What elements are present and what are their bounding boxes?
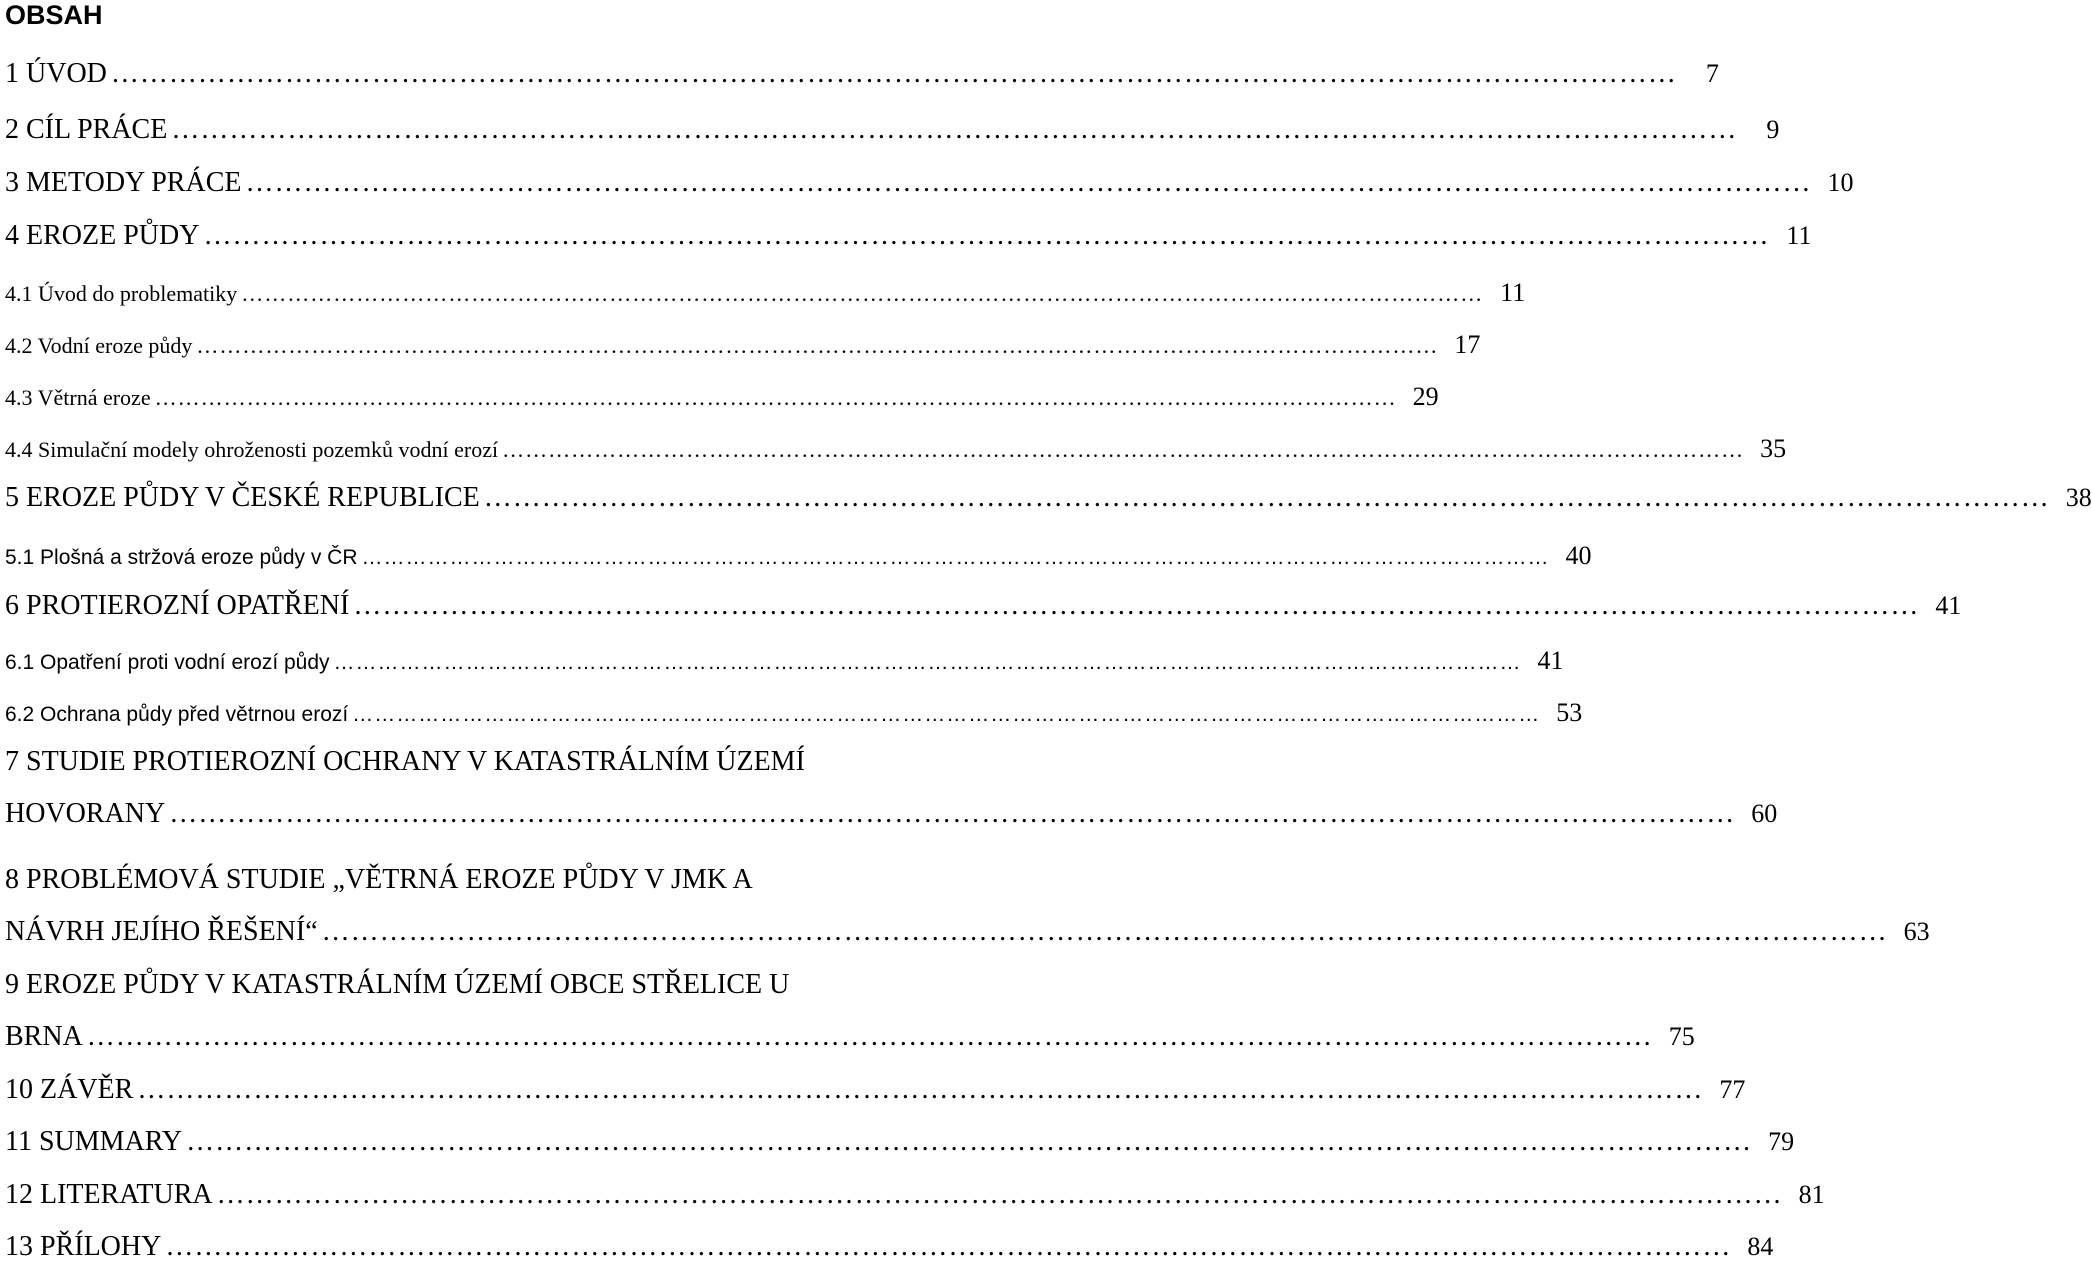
toc-entry[interactable] (5, 114, 1780, 146)
toc-entry-page: 9 (1766, 115, 1780, 144)
toc-entry-label: 11 SUMMARY (5, 1126, 183, 1157)
toc-entry-label: 4.4 Simulační modely ohroženosti pozemků vodní erozí (5, 437, 499, 462)
toc-leader: ……………………………………………………………………………………………………………………………………………… (321, 916, 1888, 947)
toc-entry-label: 1 ÚVOD (5, 58, 107, 89)
toc-leader: ……………………………………………………………………………………………………………………………………………… (171, 114, 1738, 145)
toc-entry-label: 2 CÍL PRÁCE (5, 114, 168, 145)
toc-entry-page: 17 (1454, 330, 1481, 359)
toc-leader: ……………………………………………………………………………………………………………………………………………… (352, 703, 1541, 726)
toc-leader: ……………………………………………………………………………………………………………………………………………… (110, 58, 1677, 89)
toc-entry-label: 4.3 Větrná eroze (5, 385, 151, 410)
toc-entry[interactable] (5, 330, 1481, 360)
toc-leader: ……………………………………………………………………………………………………………………………………………… (245, 167, 1812, 198)
toc-entry-page: 81 (1798, 1180, 1825, 1209)
toc-entry-label: 4.1 Úvod do problematiky (5, 281, 238, 306)
toc-leader: ……………………………………………………………………………………………………………………………………………… (361, 546, 1550, 569)
toc-entry-page: 53 (1556, 698, 1583, 727)
toc-leader: ……………………………………………………………………………………………………………………………………………… (333, 651, 1522, 674)
toc-heading: OBSAH (5, 0, 103, 30)
toc-entry-label: 4.2 Vodní eroze půdy (5, 333, 193, 358)
toc-entry[interactable] (5, 916, 1930, 948)
toc-entry[interactable] (5, 167, 1854, 199)
toc-entry-page: 75 (1668, 1022, 1695, 1051)
toc-entry-label: HOVORANY (5, 798, 166, 829)
toc-entry-label: BRNA (5, 1021, 83, 1052)
toc-entry-label-line1[interactable]: 7 STUDIE PROTIEROZNÍ OCHRANY V KATASTRÁLNÍM ÚZEMÍ (5, 746, 805, 777)
toc-entry[interactable] (5, 1074, 1746, 1106)
toc-leader: ……………………………………………………………………………………………………………………………………………… (241, 281, 1484, 306)
toc-entry[interactable] (5, 1126, 1795, 1158)
toc-entry-label-line1[interactable]: 8 PROBLÉMOVÁ STUDIE „VĚTRNÁ EROZE PŮDY V JMK A (5, 864, 753, 895)
toc-entry-page: 84 (1747, 1232, 1774, 1261)
toc-leader: ……………………………………………………………………………………………………………………………………………… (483, 482, 2050, 513)
toc-entry[interactable] (5, 382, 1439, 412)
toc-leader: ……………………………………………………………………………………………………………………………………………… (502, 437, 1745, 462)
toc-entry-label: 3 METODY PRÁCE (5, 167, 242, 198)
toc-entry-label: 5 EROZE PŮDY V ČESKÉ REPUBLICE (5, 482, 480, 513)
toc-entry[interactable] (5, 798, 1778, 830)
toc-leader: ……………………………………………………………………………………………………………………………………………… (353, 590, 1920, 621)
toc-entry-label: 4 EROZE PŮDY (5, 220, 200, 251)
toc-entry-page: 77 (1719, 1075, 1746, 1104)
toc-entry-page: 41 (1537, 646, 1564, 675)
toc-leader: ……………………………………………………………………………………………………………………………………………… (137, 1074, 1704, 1105)
toc-entry-label: 12 LITERATURA (5, 1179, 213, 1210)
toc-entry-page: 79 (1768, 1127, 1795, 1156)
toc-entry-page: 40 (1565, 541, 1592, 570)
toc-entry-label: 6.2 Ochrana půdy před větrnou erozí (5, 703, 349, 726)
toc-entry-page: 29 (1412, 382, 1439, 411)
toc-leader: ……………………………………………………………………………………………………………………………………………… (154, 385, 1397, 410)
toc-entry[interactable] (5, 1021, 1695, 1053)
toc-entry-page: 60 (1751, 799, 1778, 828)
toc-leader: ……………………………………………………………………………………………………………………………………………… (165, 1231, 1732, 1262)
toc-entry-page: 41 (1935, 591, 1962, 620)
toc-entry-page: 63 (1903, 917, 1930, 946)
toc-entry-page: 7 (1705, 59, 1719, 88)
toc-entry[interactable] (5, 1231, 1774, 1263)
toc-entry-page: 11 (1500, 278, 1526, 307)
toc-entry[interactable] (5, 434, 1787, 464)
toc-entry[interactable] (5, 58, 1719, 90)
toc-entry[interactable] (5, 698, 1583, 728)
toc-entry[interactable] (5, 220, 1812, 252)
toc-leader: ……………………………………………………………………………………………………………………………………………… (86, 1021, 1653, 1052)
toc-entry-label: 10 ZÁVĚR (5, 1074, 134, 1105)
toc-leader: ……………………………………………………………………………………………………………………………………………… (196, 333, 1439, 358)
toc-entry-page: 11 (1786, 221, 1812, 250)
toc-entry[interactable] (5, 646, 1564, 676)
toc-leader: ……………………………………………………………………………………………………………………………………………… (203, 220, 1770, 251)
toc-entry-label: 6.1 Opatření proti vodní erozí půdy (5, 651, 330, 674)
toc-entry-label: 6 PROTIEROZNÍ OPATŘENÍ (5, 590, 350, 621)
toc-entry-page: 38 (2065, 483, 2092, 512)
toc-entry[interactable] (5, 541, 1592, 571)
toc-entry-label: 13 PŘÍLOHY (5, 1231, 162, 1262)
toc-leader: ……………………………………………………………………………………………………………………………………………… (169, 798, 1736, 829)
toc-entry-label: NÁVRH JEJÍHO ŘEŠENÍ“ (5, 916, 318, 947)
toc-entry[interactable] (5, 482, 2092, 514)
toc-leader: ……………………………………………………………………………………………………………………………………………… (186, 1126, 1753, 1157)
toc-entry[interactable] (5, 278, 1526, 308)
toc-entry-page: 10 (1827, 168, 1854, 197)
toc-entry-page: 35 (1760, 434, 1787, 463)
toc-entry-label-line1[interactable]: 9 EROZE PŮDY V KATASTRÁLNÍM ÚZEMÍ OBCE STŘELICE U (5, 969, 790, 1000)
toc-entry-label: 5.1 Plošná a stržová eroze půdy v ČR (5, 546, 358, 569)
toc-entry[interactable] (5, 590, 1962, 622)
toc-leader: ……………………………………………………………………………………………………………………………………………… (216, 1179, 1783, 1210)
toc-entry[interactable] (5, 1179, 1825, 1211)
